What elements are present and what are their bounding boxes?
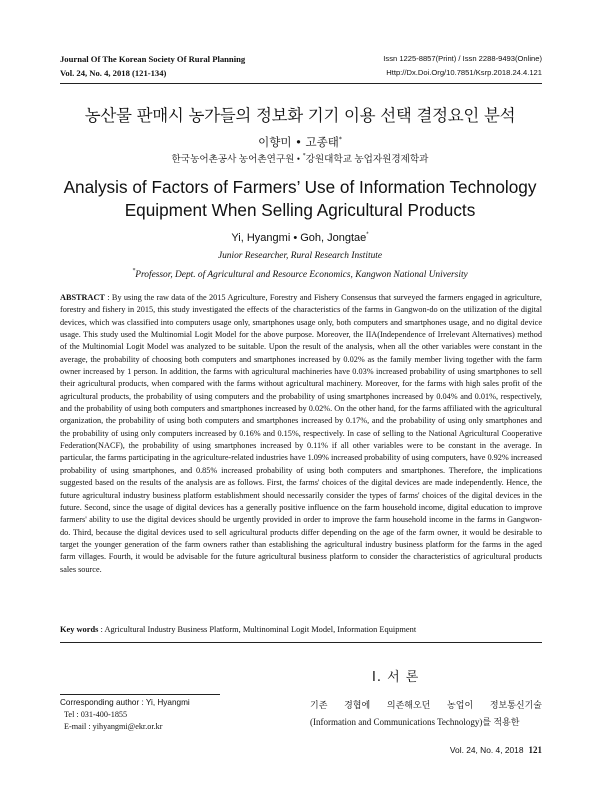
english-author-names: Yi, Hyangmi • Goh, Jongtae <box>231 232 367 244</box>
intro-paragraph <box>310 697 542 731</box>
korean-affiliation <box>0 151 600 165</box>
korean-author-names: 이향미 • 고종태 <box>258 135 339 149</box>
keywords-divider <box>60 642 542 643</box>
keywords <box>60 624 542 636</box>
corresponding-email[interactable]: E-mail : yihyangmi@ekr.or.kr <box>64 722 163 731</box>
corresponding-author: Corresponding author : Yi, Hyangmi <box>60 698 190 707</box>
footer-issue: Vol. 24, No. 4, 2018 <box>449 745 524 755</box>
abstract <box>60 292 542 576</box>
korean-affiliation-mark: * <box>302 153 306 159</box>
korean-author-mark: * <box>338 136 342 143</box>
correspondence-info <box>60 697 190 733</box>
corresponding-tel: Tel : 031-400-1855 <box>64 710 128 719</box>
english-affiliation-2: Professor, Dept. of Agricultural and Resource Economics, Kangwon National University <box>135 269 468 280</box>
header-divider <box>60 83 542 84</box>
korean-title: 농산물 판매시 농가들의 정보화 기기 이용 선택 결정요인 분석 <box>84 106 516 125</box>
intro-line-2: (Information and Communications Technology)를 적용한 <box>310 717 520 727</box>
english-affiliation-mark: * <box>132 267 136 274</box>
journal-header <box>60 52 245 80</box>
issn-text: Issn 1225-8857(Print) / Issn 2288-9493(Online) <box>383 54 542 63</box>
english-affiliation-1: Junior Researcher, Rural Research Institute <box>217 251 383 261</box>
keywords-text: : Agricultural Industry Business Platform, Multinominal Logit Model, Information Equipment <box>98 625 417 634</box>
intro-line-1: 기존 경협에 의존해오던 농업이 정보통신기술 <box>310 700 542 710</box>
english-title: Analysis of Factors of Farmers’ Use of Information Technology Equipment When Selling Agricultural Products <box>63 177 537 220</box>
journal-name: Journal Of The Korean Society Of Rural Planning <box>60 54 246 64</box>
english-authors <box>0 232 600 244</box>
korean-authors <box>0 134 600 150</box>
abstract-label: ABSTRACT <box>60 293 105 302</box>
section-heading: Ⅰ. 서 론 <box>372 670 420 685</box>
korean-affiliation-1: 한국농어촌공사 농어촌연구원 • <box>171 154 303 165</box>
journal-identifiers <box>383 52 542 80</box>
journal-volume: Vol. 24, No. 4, 2018 (121-134) <box>60 68 167 78</box>
page-footer <box>450 745 542 755</box>
english-affiliation-2-line <box>0 264 600 283</box>
keywords-label: Key words <box>60 625 99 634</box>
doi-link[interactable]: Http://Dx.Doi.Org/10.7851/Ksrp.2018.24.4.121 <box>386 68 542 77</box>
english-affiliation <box>0 249 600 282</box>
page-number: 121 <box>528 745 542 755</box>
korean-affiliation-2: 강원대학교 농업자원경제학과 <box>305 154 429 165</box>
abstract-text: : By using the raw data of the 2015 Agriculture, Forestry and Fishery Consensus that surveyed the farmers engaged in agriculture, forestry and fishery in 2015, this study investigated the effects of the characteristics of the farms in Gangwon-do on the utilization of the digital devices, which was classified into computers usage only, smartphones usage only, both computers and smartphones usage, and no digital device usage. This study used the Multinomial Logit Model for the above purpose. Moreover, the IIA(Independence of Irrelevant Alternatives) method of the Multinomial Logit Model was analyzed to be suitable. Upon the result of the analysis, when all the other variables were constant in the average, the probability of choosing both computers and smartphones increased by 0.02% as the family member living together with the farm owner increased by 1 person. In addition, the farms with agricultural machineries have 0.03% increased probability of using smartphones to sell their agricultural products, when compared with the farms without agricultural machinery. Moreover, for the farms with high sales profit of the agricultural products, the probability of using computers and the probability of using smartphones increased by 0.04% and 0.01%, respectively, and the probability of using both computers and smartphones increased by 0.02%. On the other hand, for the farms affiliated with the agricultural organization, the probability of using both computers and smartphones increased by 0.17%, and the probability of using only smartphones and the probability of using only computers increased by 0.16% and 0.15%, respectively. In case of selling to the National Agricultural Cooperative Federation(NACF), the probability of using smartphones increased by 0.11% if all other variables were to be constant in the average. In particular, the farms participating in the agriculture-related industries have 1.09% increased probability of using computers, have 0.92% increased probability of using smartphones, and 0.85% increased probability of using both computers and smartphones. Therefore, the implications suggested based on the results of the analysis are as follows. First, the farms' choices of the digital devices are made independently. Hence, the future agricultural industry business platform establishment should necessarily consider the types of farms' choices of the digital devices in the future. Second, since the usage of digital devices has a generally positive influence on the farm household income, digital education to improve farmers' ability to use the digital devices should be urgently provided in order to improve the farm household income in the farms in Gangwon-do. Third, because the digital devices used to sell agricultural products differ depending on the age of the farm owner, it would be desirable to target the younger generation of the farm owners rather than establishing the agricultural industry business platform for the farms in the aged farm villages. Fourth, it would be advisable for the future agricultural business platform to consider the characteristics of agricultural products sales source. <box>60 293 542 574</box>
footnote-divider <box>60 694 220 695</box>
english-author-mark: * <box>366 232 369 238</box>
